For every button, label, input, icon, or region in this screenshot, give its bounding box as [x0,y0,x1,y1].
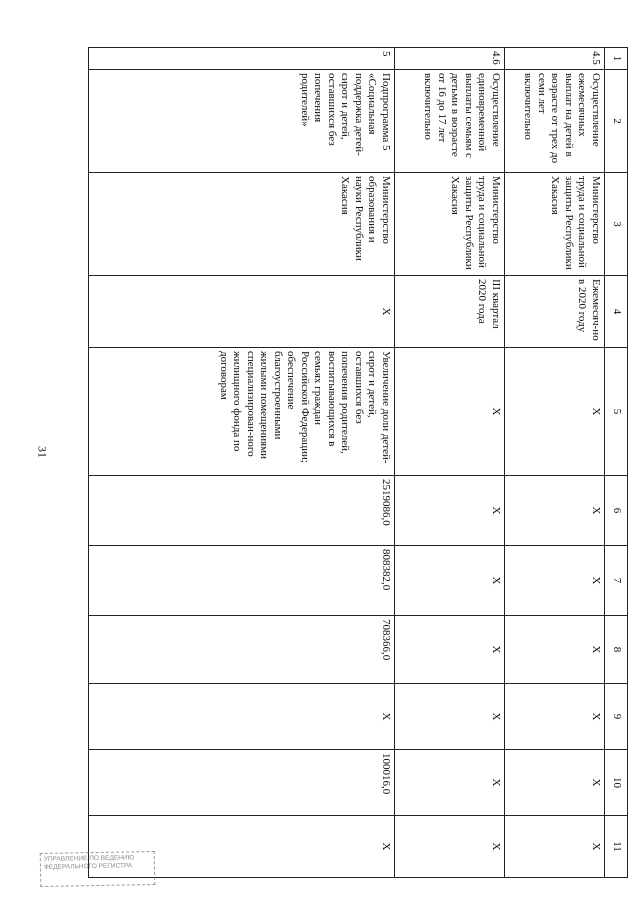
header-cell: 6 [605,476,628,546]
header-cell: 11 [605,816,628,878]
registry-stamp: УПРАВЛЕНИЕ ПО ВЕДЕНИЮ ФЕДЕРАЛЬНОГО РЕГИСТРА [40,851,156,887]
rotated-table-container [88,47,628,877]
program-table [88,47,628,878]
row-cell-9: Х [505,684,605,750]
header-row [605,48,628,878]
row-cell-8: Х [395,616,505,684]
row-name: Подпрограмма 5 «Социальная поддержка детей-сирот и детей, оставшихся без попечения родителей» [89,70,395,173]
header-cell: 1 [605,48,628,70]
row-executor: Министерство труда и социальной защиты Республики Хакасия [505,173,605,276]
header-cell: 2 [605,70,628,173]
row-result: Увеличение доли детей-сирот и детей, оставшихся без попечения родителей, воспитывающихся в семьях граждан Российской Федерации; обеспечение благоустроенными жилыми помещениями специализирован-ного жилищного фонда по договорам [89,348,395,476]
table-sheet [88,47,628,877]
row-cell-11: Х [89,816,395,878]
row-cell-7: Х [505,546,605,616]
row-number: 4.6 [395,48,505,70]
table-row [505,48,605,878]
header-cell: 5 [605,348,628,476]
page-number: 31 [35,446,50,458]
row-cell-10: 100016,0 [89,750,395,816]
table-row [89,48,395,878]
row-result: Х [505,348,605,476]
row-executor: Министерство труда и социальной защиты Республики Хакасия [395,173,505,276]
row-cell-7: Х [395,546,505,616]
row-cell-6: Х [395,476,505,546]
row-cell-9: Х [395,684,505,750]
row-period: Ежемесяч-но в 2020 году [505,276,605,348]
row-number: 4.5 [505,48,605,70]
row-name: Осуществление единовременной выплаты семьям с детьми в возрасте от 16 до 17 лет включительно [395,70,505,173]
row-period: Х [89,276,395,348]
row-cell-8: Х [505,616,605,684]
header-cell: 10 [605,750,628,816]
header-cell: 9 [605,684,628,750]
row-cell-11: Х [395,816,505,878]
row-number: 5 [89,48,395,70]
row-executor: Министерство образования и науки Республики Хакасия [89,173,395,276]
row-cell-11: Х [505,816,605,878]
row-cell-8: 708366,0 [89,616,395,684]
row-cell-10: Х [395,750,505,816]
row-period: III квартал 2020 года [395,276,505,348]
row-result: Х [395,348,505,476]
header-cell: 8 [605,616,628,684]
row-cell-10: Х [505,750,605,816]
table-row [395,48,505,878]
header-cell: 3 [605,173,628,276]
row-cell-6: Х [505,476,605,546]
row-cell-7: 808382,0 [89,546,395,616]
row-cell-9: Х [89,684,395,750]
header-cell: 7 [605,546,628,616]
row-name: Осуществление ежемесячных выплат на детей в возрасте от трех до семи лет включительно [505,70,605,173]
header-cell: 4 [605,276,628,348]
row-cell-6: 2519086,0 [89,476,395,546]
